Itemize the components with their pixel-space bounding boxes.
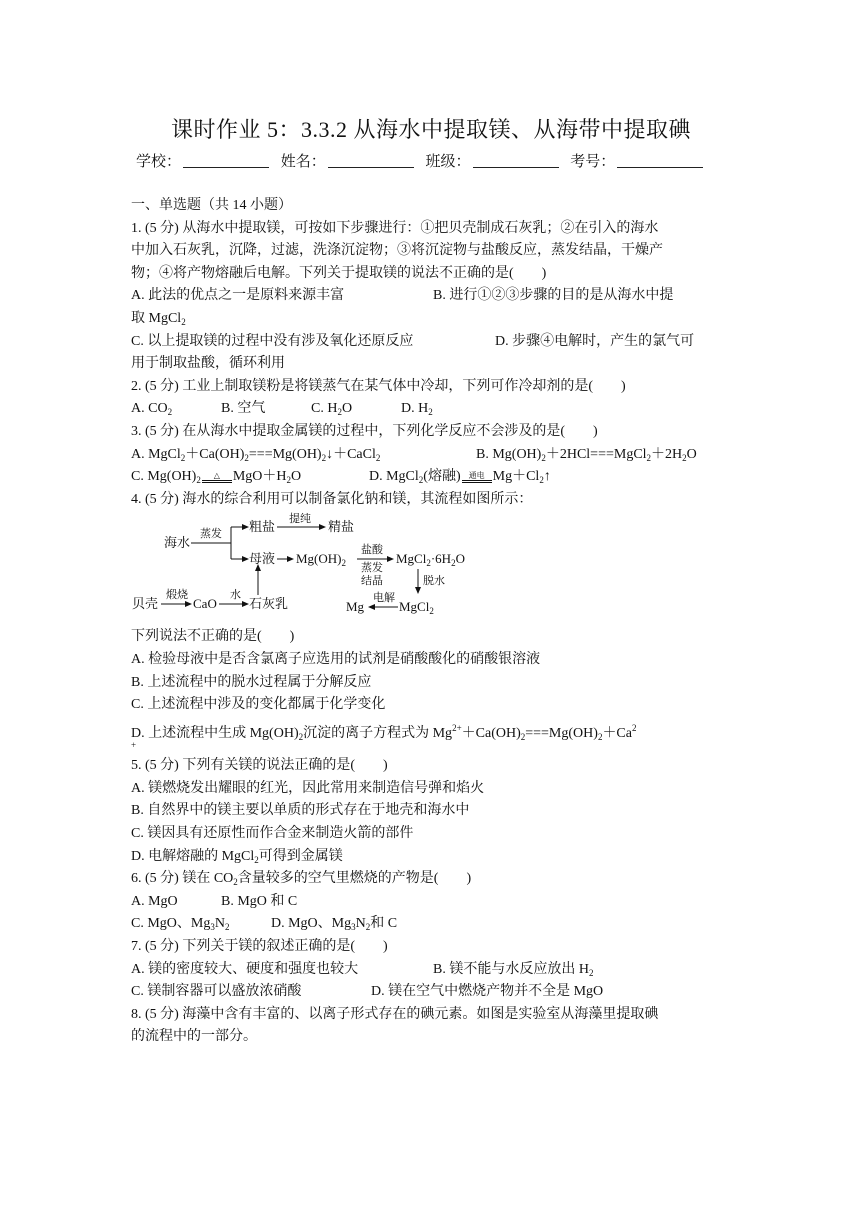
class-blank [473, 153, 559, 168]
q6-d-3: 和 C [370, 916, 398, 932]
flow-mgcl2: MgCl$_2$ [399, 599, 434, 617]
q6-c-2: N [214, 916, 225, 932]
heat-symbol: △ [213, 471, 220, 481]
q4-option-c: C. 上述流程中涉及的变化都属于化学变化 [131, 697, 386, 713]
flow-crude-salt: 粗盐 [249, 519, 276, 535]
q5-d-2: 可得到金属镁 [258, 848, 343, 864]
q4-stem: 4. (5 分) 海水的综合利用可以制备氯化钠和镁，其流程如图所示： [131, 491, 533, 507]
electrify-label: 通电 [468, 471, 485, 481]
subscript: 3 [210, 922, 215, 933]
q7-option-d: D. 镁在空气中燃烧产物并不全是 MgO [371, 984, 604, 1000]
subscript: 2 [254, 854, 259, 865]
heat-condition-sign [202, 472, 232, 483]
q1-stem-line3: 物；④将产物熔融后电解。下列关于提取镁的说法不正确的是( ) [131, 265, 547, 281]
q6-d-2: N [355, 916, 366, 932]
q7-b-1: B. 镁不能与水反应放出 H [433, 961, 589, 977]
q3-options-ab [131, 444, 731, 467]
q6-stem [131, 868, 731, 891]
section-heading: 一、单选题（共 14 小题） [131, 198, 292, 213]
subscript: 2 [646, 452, 652, 463]
flow-mg: Mg [346, 599, 365, 615]
q6-option-b: B. MgO 和 C [221, 893, 298, 909]
subscript: 2 [418, 475, 424, 486]
subscript: 2 [233, 877, 238, 888]
q1-stem-line1: 1. (5 分) 从海水中提取镁，可按如下步骤进行：①把贝壳制成石灰乳；②在引入的海水 [131, 220, 659, 236]
q2-option-d-text: D. H [401, 401, 429, 417]
q7-option-b [433, 962, 593, 977]
subscript: 2 [539, 475, 544, 486]
q3-a-3: ===Mg(OH) [248, 446, 322, 462]
class-label: 班级： [425, 154, 471, 170]
q5-option-b: B. 自然界中的镁主要以单质的形式存在于地壳和海水中 [131, 803, 470, 819]
subscript: 2 [597, 731, 603, 742]
q5-option-a: A. 镁燃烧发出耀眼的红光，因此常用来制造信号弹和焰火 [131, 780, 485, 796]
subscript: 2 [375, 452, 381, 463]
school-blank [183, 153, 269, 168]
subscript: 2 [682, 452, 687, 463]
subscript: 2 [286, 475, 292, 486]
q4-d-5: ＋Ca [602, 725, 632, 741]
q3-options-cd [131, 466, 731, 489]
q6-options-ab [131, 891, 731, 914]
q1-option-d-cont: 用于制取盐酸，循环利用 [131, 356, 285, 372]
subscript: 2 [321, 452, 327, 463]
q3-a-2: ＋Ca(OH) [185, 446, 245, 462]
q3-b-4: O [686, 446, 697, 462]
flow-dehydrate-label: 脱水 [423, 575, 445, 588]
subscript: 2 [337, 407, 342, 418]
name-label: 姓名： [280, 154, 326, 170]
q1-option-d: D. 步骤④电解时，产生的氯气可 [495, 333, 695, 349]
q5-option-d [131, 846, 731, 869]
q3-a-1: A. MgCl [131, 446, 181, 462]
q1-option-b-cont [131, 308, 731, 331]
q3-option-c [131, 466, 369, 492]
subscript: 3 [351, 922, 356, 933]
q1-stem-line2: 中加入石灰乳，沉降，过滤，洗涤沉淀物；③将沉淀物与盐酸反应，蒸发结晶，干燥产 [131, 243, 663, 259]
subscript: 2 [167, 407, 173, 418]
q4-d-3: ＋Ca(OH) [461, 725, 521, 741]
q7-options-ab [131, 959, 731, 982]
flow-shell: 贝壳 [132, 596, 159, 612]
subscript: 2 [181, 316, 186, 327]
q3-option-d [369, 466, 551, 492]
q4-option-d-cont: + [131, 740, 137, 751]
flow-seawater: 海水 [164, 535, 191, 551]
q2-options [131, 398, 731, 421]
q1-option-b-text: 取 MgCl [131, 310, 182, 326]
q4-option-b: B. 上述流程中的脱水过程属于分解反应 [131, 674, 372, 690]
q2-option-c-text2: O [341, 401, 353, 417]
school-label: 学校： [136, 154, 182, 170]
q7-option-c: C. 镁制容器可以盛放浓硝酸 [131, 984, 302, 1000]
q3-d-4: ↑ [543, 469, 551, 485]
subscript: 2 [298, 731, 304, 742]
q3-b-3: ＋2H [651, 446, 683, 462]
flow-water-label: 水 [230, 589, 241, 602]
q3-c-3: O [291, 469, 302, 485]
q3-d-1: D. MgCl [369, 469, 419, 485]
q7-option-a: A. 镁的密度较大、硬度和强度也较大 [131, 961, 359, 977]
subscript: 2 [365, 922, 371, 933]
page-title: 课时作业 5：3.3.2 从海水中提取镁、从海带中提取碘 [170, 117, 691, 142]
student-info-line [136, 150, 711, 171]
q3-d-2: (熔融) [423, 469, 461, 485]
q6-stem-1: 6. (5 分) 镁在 CO [131, 871, 234, 887]
q5-stem: 5. (5 分) 下列有关镁的说法正确的是( ) [131, 758, 388, 774]
subscript: 2 [588, 967, 594, 978]
q3-d-3: Mg＋Cl [492, 469, 540, 485]
flow-mother-liquor: 母液 [249, 551, 276, 567]
q6-options-cd [131, 913, 731, 936]
flow-mgcl2-hydrate: $MgCl_2\cdot 6H_2O$ [396, 551, 465, 569]
flow-evaporate-label: 蒸发 [200, 528, 222, 541]
name-blank [328, 153, 414, 168]
flow-electrolysis-label: 电解 [373, 592, 395, 605]
flow-evaporate2-label: 蒸发 [361, 562, 383, 575]
superscript: 2+ [452, 722, 462, 733]
subscript: 2 [428, 407, 433, 418]
q3-b-2: ＋2HCl===MgCl [545, 446, 647, 462]
q1-option-b: B. 进行①②③步骤的目的是从海水中提 [433, 288, 674, 304]
q8-stem-line2: 的流程中的一部分。 [131, 1029, 257, 1045]
q6-stem-2: 含量较多的空气里燃烧的产物是( ) [237, 871, 472, 887]
q1-option-a: A. 此法的优点之一是原料来源丰富 [131, 288, 345, 304]
q3-c-2: MgO＋H [232, 469, 287, 485]
flow-mgoh2: $Mg(OH)_2$ [296, 551, 346, 569]
q5-option-c: C. 镁因具有还原性而作合金来制造火箭的部件 [131, 826, 414, 842]
flow-hcl-label: 盐酸 [361, 544, 383, 557]
flow-purify-label: 提纯 [289, 513, 311, 526]
flow-fine-salt: 精盐 [328, 519, 355, 535]
subscript: 2 [224, 922, 230, 933]
flow-calcine-label: 煅烧 [166, 589, 188, 602]
q4-flowchart [131, 511, 731, 626]
superscript: 2 [632, 722, 637, 733]
q2-stem: 2. (5 分) 工业上制取镁粉是将镁蒸气在某气体中冷却，下列可作冷却剂的是( ) [131, 378, 626, 394]
q1-option-c: C. 以上提取镁的过程中没有涉及氧化还原反应 [131, 333, 414, 349]
number-blank [617, 153, 703, 168]
q2-option-a-text: A. CO [131, 401, 168, 417]
q3-a-4: ↓＋CaCl [326, 446, 376, 462]
q2-option-c-text: C. H [311, 401, 338, 417]
subscript: 2 [196, 475, 201, 486]
flow-crystallize-label: 结晶 [361, 575, 383, 588]
number-label: 考号： [570, 154, 616, 170]
q5-d-1: D. 电解熔融的 MgCl [131, 848, 255, 864]
q7-stem: 7. (5 分) 下列关于镁的叙述正确的是( ) [131, 939, 388, 955]
q3-c-1: C. Mg(OH) [131, 469, 197, 485]
q2-option-b: B. 空气 [221, 401, 266, 417]
q4-d-1: D. 上述流程中生成 Mg(OH) [131, 725, 299, 741]
q4-question: 下列说法不正确的是( ) [131, 629, 295, 645]
flowchart-diagram [131, 511, 731, 626]
q6-c-1: C. MgO、Mg [131, 916, 211, 932]
q4-option-a: A. 检验母液中是否含氯离子应选用的试剂是硝酸酸化的硝酸银溶液 [131, 651, 541, 667]
q3-b-1: B. Mg(OH) [476, 446, 542, 462]
q4-d-4: ===Mg(OH) [525, 725, 598, 741]
flow-lime-milk: 石灰乳 [249, 596, 289, 612]
subscript: 2 [541, 452, 546, 463]
subscript: 2 [520, 731, 526, 742]
q6-option-d [271, 916, 397, 931]
q4-option-d [131, 717, 731, 740]
q4-d-2: 沉淀的离子方程式为 Mg [303, 725, 453, 741]
subscript: 2 [180, 452, 186, 463]
subscript: 2 [244, 452, 249, 463]
q7-options-cd [131, 981, 731, 1004]
q1-options-cd [131, 331, 731, 354]
q8-stem-line1: 8. (5 分) 海藻中含有丰富的、以离子形式存在的碘元素。如图是实验室从海藻里提取碘 [131, 1006, 659, 1022]
q1-options-ab [131, 285, 731, 308]
electrolysis-condition-sign [462, 472, 492, 483]
q6-d-1: D. MgO、Mg [271, 916, 352, 932]
question-list [131, 195, 731, 1049]
q6-option-a: A. MgO [131, 893, 178, 909]
flow-cao: CaO [193, 596, 217, 612]
q3-stem: 3. (5 分) 在从海水中提取金属镁的过程中，下列化学反应不会涉及的是( ) [131, 423, 598, 439]
